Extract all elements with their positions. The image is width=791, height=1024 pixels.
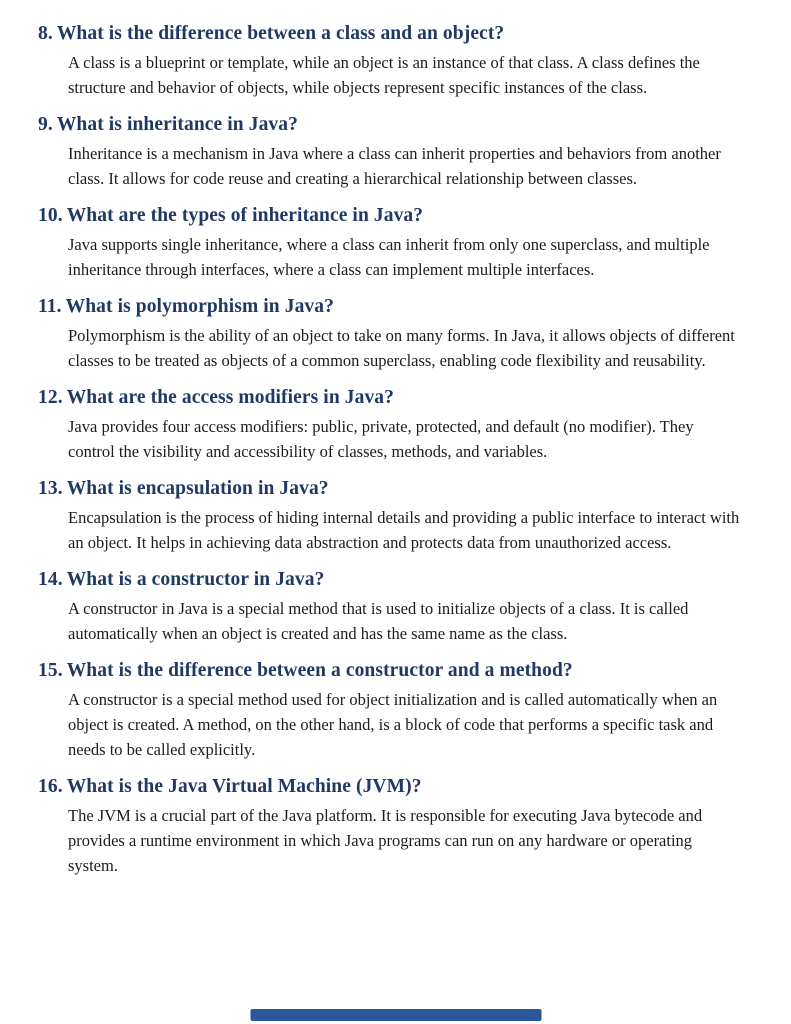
question-heading <box>38 293 741 320</box>
question-answer: The JVM is a crucial part of the Java platform. It is responsible for executing Java bytecode and provides a runtime environment in which Java programs can run on any hardware or operating system. <box>68 806 703 875</box>
question-title: What are the access modifiers in Java? <box>66 387 394 408</box>
question-title: What are the types of inheritance in Java? <box>66 205 424 226</box>
question-answer: Polymorphism is the ability of an object to take on many forms. In Java, it allows objects of different classes to be treated as objects of a common superclass, enabling code flexibility and reusability. <box>68 326 735 370</box>
question-number: 16. <box>38 776 63 797</box>
question-number: 8. <box>38 23 53 44</box>
question-title: What is polymorphism in Java? <box>65 296 334 317</box>
question-title: What is the Java Virtual Machine (JVM)? <box>66 776 422 797</box>
question-title: What is the difference between a constructor and a method? <box>66 660 573 681</box>
question-block <box>38 566 741 646</box>
question-answer: Inheritance is a mechanism in Java where a class can inherit properties and behaviors from another class. It allows for code reuse and creating a hierarchical relationship between classes. <box>68 144 721 188</box>
question-title: What is a constructor in Java? <box>66 569 325 590</box>
question-answer: Encapsulation is the process of hiding internal details and providing a public interface to interact with an object. It helps in achieving data abstraction and protects data from unauthorized access. <box>68 508 740 552</box>
question-block <box>38 293 741 373</box>
question-heading <box>38 20 741 47</box>
question-number: 12. <box>38 387 63 408</box>
question-block <box>38 657 741 762</box>
question-answer: A class is a blueprint or template, while an object is an instance of that class. A class defines the structure and behavior of objects, while objects represent specific instances of the class. <box>68 53 700 97</box>
question-number: 11. <box>38 296 62 317</box>
question-answer: A constructor is a special method used for object initialization and is called automatically when an object is created. A method, on the other hand, is a block of code that performs a specific task and needs to be called explicitly. <box>68 690 718 759</box>
question-title: What is the difference between a class and an object? <box>56 23 505 44</box>
question-number: 13. <box>38 478 63 499</box>
question-block <box>38 773 741 878</box>
question-heading <box>38 475 741 502</box>
question-answer: A constructor in Java is a special method that is used to initialize objects of a class. It is called automatically when an object is created and has the same name as the class. <box>68 599 689 643</box>
question-heading <box>38 773 741 800</box>
question-answer: Java provides four access modifiers: public, private, protected, and default (no modifier). They control the visibility and accessibility of classes, methods, and variables. <box>68 417 694 461</box>
question-heading <box>38 384 741 411</box>
question-block <box>38 111 741 191</box>
question-heading <box>38 566 741 593</box>
question-block <box>38 202 741 282</box>
question-number: 10. <box>38 205 63 226</box>
question-block <box>38 384 741 464</box>
question-heading <box>38 111 741 138</box>
question-number: 14. <box>38 569 63 590</box>
question-title: What is inheritance in Java? <box>56 114 298 135</box>
question-heading <box>38 202 741 229</box>
question-number: 9. <box>38 114 53 135</box>
question-number: 15. <box>38 660 63 681</box>
question-block <box>38 475 741 555</box>
question-answer: Java supports single inheritance, where a class can inherit from only one superclass, and multiple inheritance through interfaces, where a class can implement multiple interfaces. <box>68 235 710 279</box>
question-title: What is encapsulation in Java? <box>66 478 329 499</box>
question-block <box>38 20 741 100</box>
question-heading <box>38 657 741 684</box>
footer-bar <box>250 1009 541 1021</box>
